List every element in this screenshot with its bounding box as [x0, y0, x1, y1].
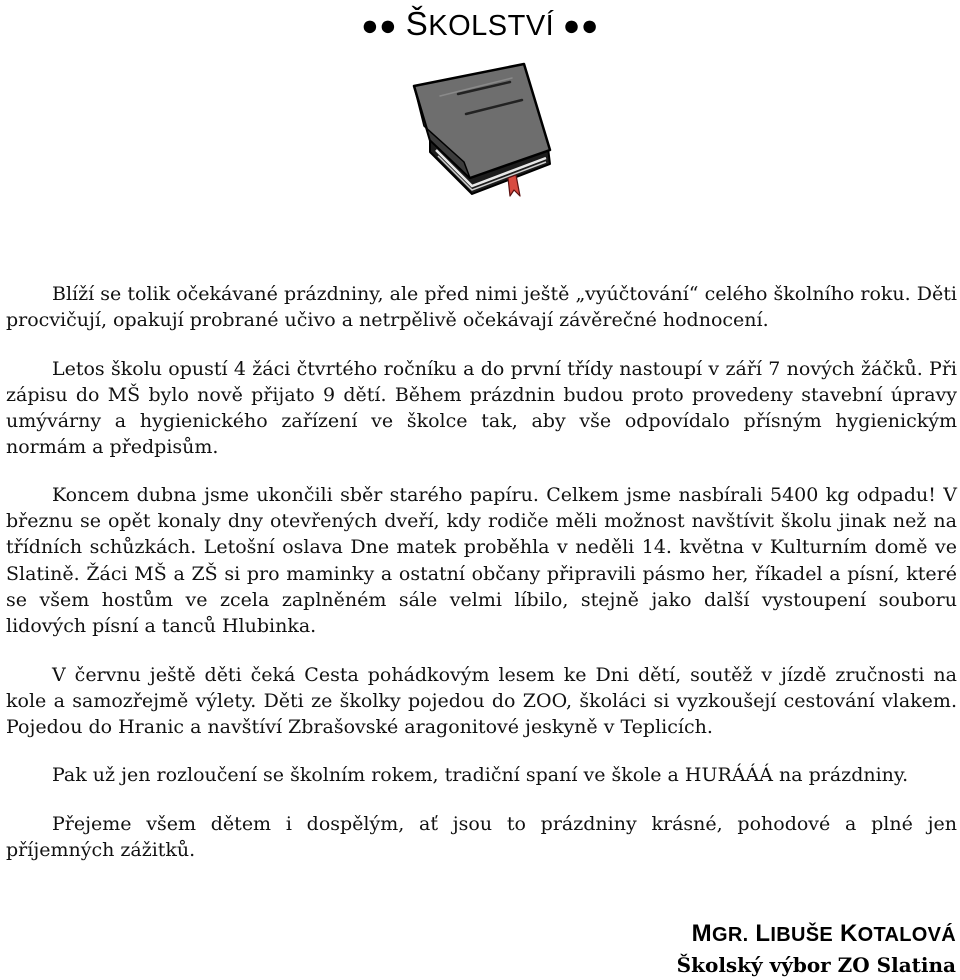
title-initial: Š [405, 5, 429, 42]
paragraph-3: Koncem dubna jsme ukončili sběr starého papíru. Celkem jsme nasbírali 5400 kg odpadu! V březnu se opět konaly dny otevřených dveří, kdy rodiče měli možnost navštívit školu jinak než na třídních schůzkách. Letošní oslava Dne matek proběhla v neděli 14. května v Kulturním domě ve Slatině. Žáci MŠ a ZŠ si pro maminky a ostatní občany připravili pásmo her, říkadel a písní, které se všem hostům ve zcela zaplněném sále velmi líbilo, stejně jako další vystoupení souboru lidových písní a tanců Hlubinka. [6, 483, 957, 638]
title-rest: KOLSTVÍ [428, 10, 555, 42]
paragraph-5: Pak už jen rozloučení se školním rokem, tradiční spaní ve škole a HURÁÁÁ na prázdniny. [52, 764, 909, 787]
author-role: Školský výbor ZO Slatina [676, 953, 956, 977]
paragraph-4: V červnu ještě děti čeká Cesta pohádkovým lesem ke Dni dětí, soutěž v jízdě zručnosti na kole a samozřejmě výlety. Děti ze školky pojedou do ZOO, školáci si vyzkoušejí cestování vlakem. Pojedou do Hranic a navštíví Zbrašovské aragonitové jeskyně v Teplicích. [6, 663, 957, 739]
article-body [6, 281, 957, 885]
title-suffix: ●● [554, 10, 599, 42]
author-title-rest: GR. [711, 924, 749, 946]
title-prefix: ●● [361, 10, 406, 42]
author-first-initial: L [755, 920, 771, 947]
paragraph-6: Přejeme všem dětem i dospělým, ať jsou to prázdniny krásné, pohodové a plné jen příjemných zážitků. [6, 812, 957, 862]
author-last-initial: K [839, 920, 858, 947]
author-first-rest: IBUŠE [770, 924, 833, 946]
paragraph-2: Letos školu opustí 4 žáci čtvrtého ročníku a do první třídy nastoupí v září 7 nových žáčků. Při zápisu do MŠ bylo nově přijato 9 dětí. Během prázdnin budou proto provedeny stavební úpravy umývárny a hygienického zařízení ve školce tak, aby vše odpovídalo přísným hygienickým normám a předpisům. [6, 357, 957, 459]
book-icon [400, 56, 570, 206]
signature-block [677, 918, 956, 979]
paragraph-1: Blíží se tolik očekávané prázdniny, ale před nimi ještě „vyúčtování“ celého školního roku. Děti procvičují, opakují probrané učivo a netrpělivě očekávají závěrečné hodnocení. [6, 283, 957, 332]
page-title [0, 4, 960, 46]
bookmark-icon [508, 175, 520, 196]
author-name [677, 918, 956, 951]
author-last-rest: OTALOVÁ [857, 924, 956, 946]
author-title-initial: M [691, 920, 712, 947]
